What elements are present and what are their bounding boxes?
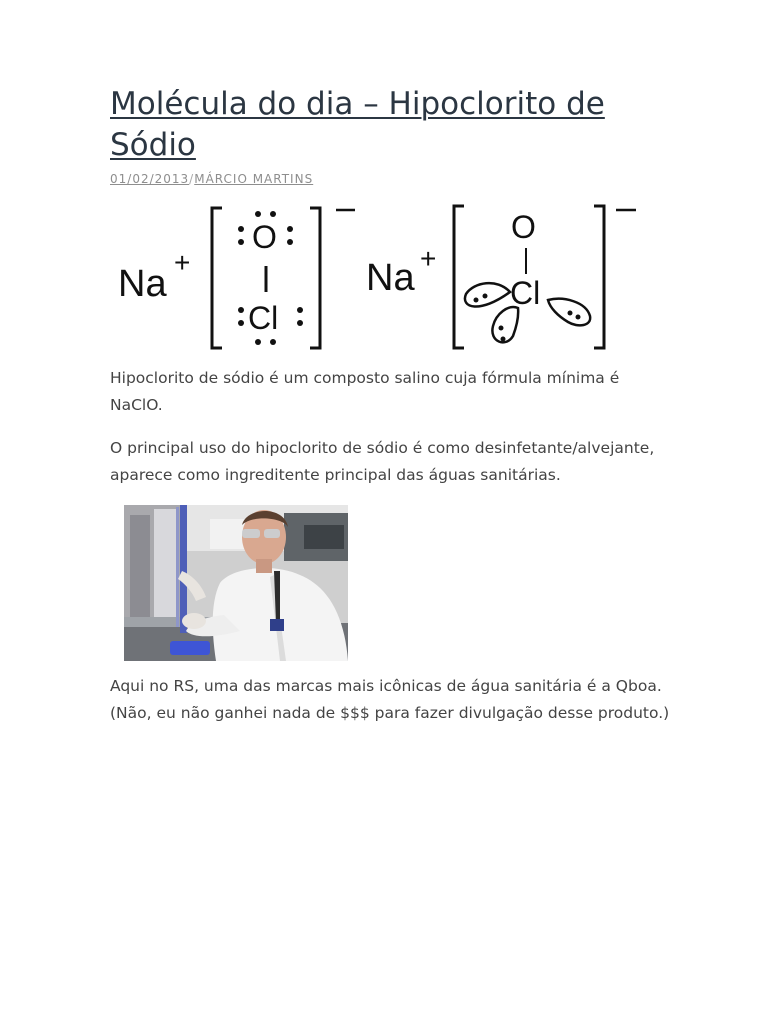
paragraph-use: O principal uso do hipoclorito de sódio é como desinfetante/alvejante, aparece como ingreditente principal das águas sanitárias.	[110, 439, 655, 484]
paragraph-formula: Hipoclorito de sódio é um composto salino cuja fórmula mínima é NaClO.	[110, 369, 620, 414]
bracket-right-close	[594, 206, 604, 348]
lewis-structure-figure	[112, 200, 652, 355]
post-date-link[interactable]: 01/02/2013	[110, 172, 190, 186]
meta-separator: /	[189, 172, 195, 186]
bracket-left-close	[310, 208, 320, 348]
na-charge-right: +	[420, 243, 437, 274]
blog-post	[110, 84, 670, 743]
oxygen-label-left: O	[252, 219, 277, 255]
bracket-right-open	[454, 206, 464, 348]
post-title-link[interactable]: Molécula do dia – Hipoclorito de Sódio	[110, 86, 605, 163]
chlorine-label-right: Cl	[510, 275, 541, 311]
na-label-left: Na	[118, 263, 167, 305]
oxygen-label-right: O	[511, 209, 536, 245]
bracket-left-open	[212, 208, 222, 348]
paragraph-brand: Aqui no RS, uma das marcas mais icônicas de água sanitária é a Qboa. (Não, eu não ganhei nada de $$$ para fazer divulgação desse produto.)	[110, 677, 670, 722]
post-author-link[interactable]: MÁRCIO MARTINS	[194, 172, 314, 186]
na-label-right: Na	[366, 257, 415, 299]
post-meta	[110, 172, 670, 186]
chlorine-label-left: Cl	[248, 300, 279, 336]
lab-scientist-photo	[124, 505, 348, 661]
na-charge-left: +	[174, 247, 191, 278]
